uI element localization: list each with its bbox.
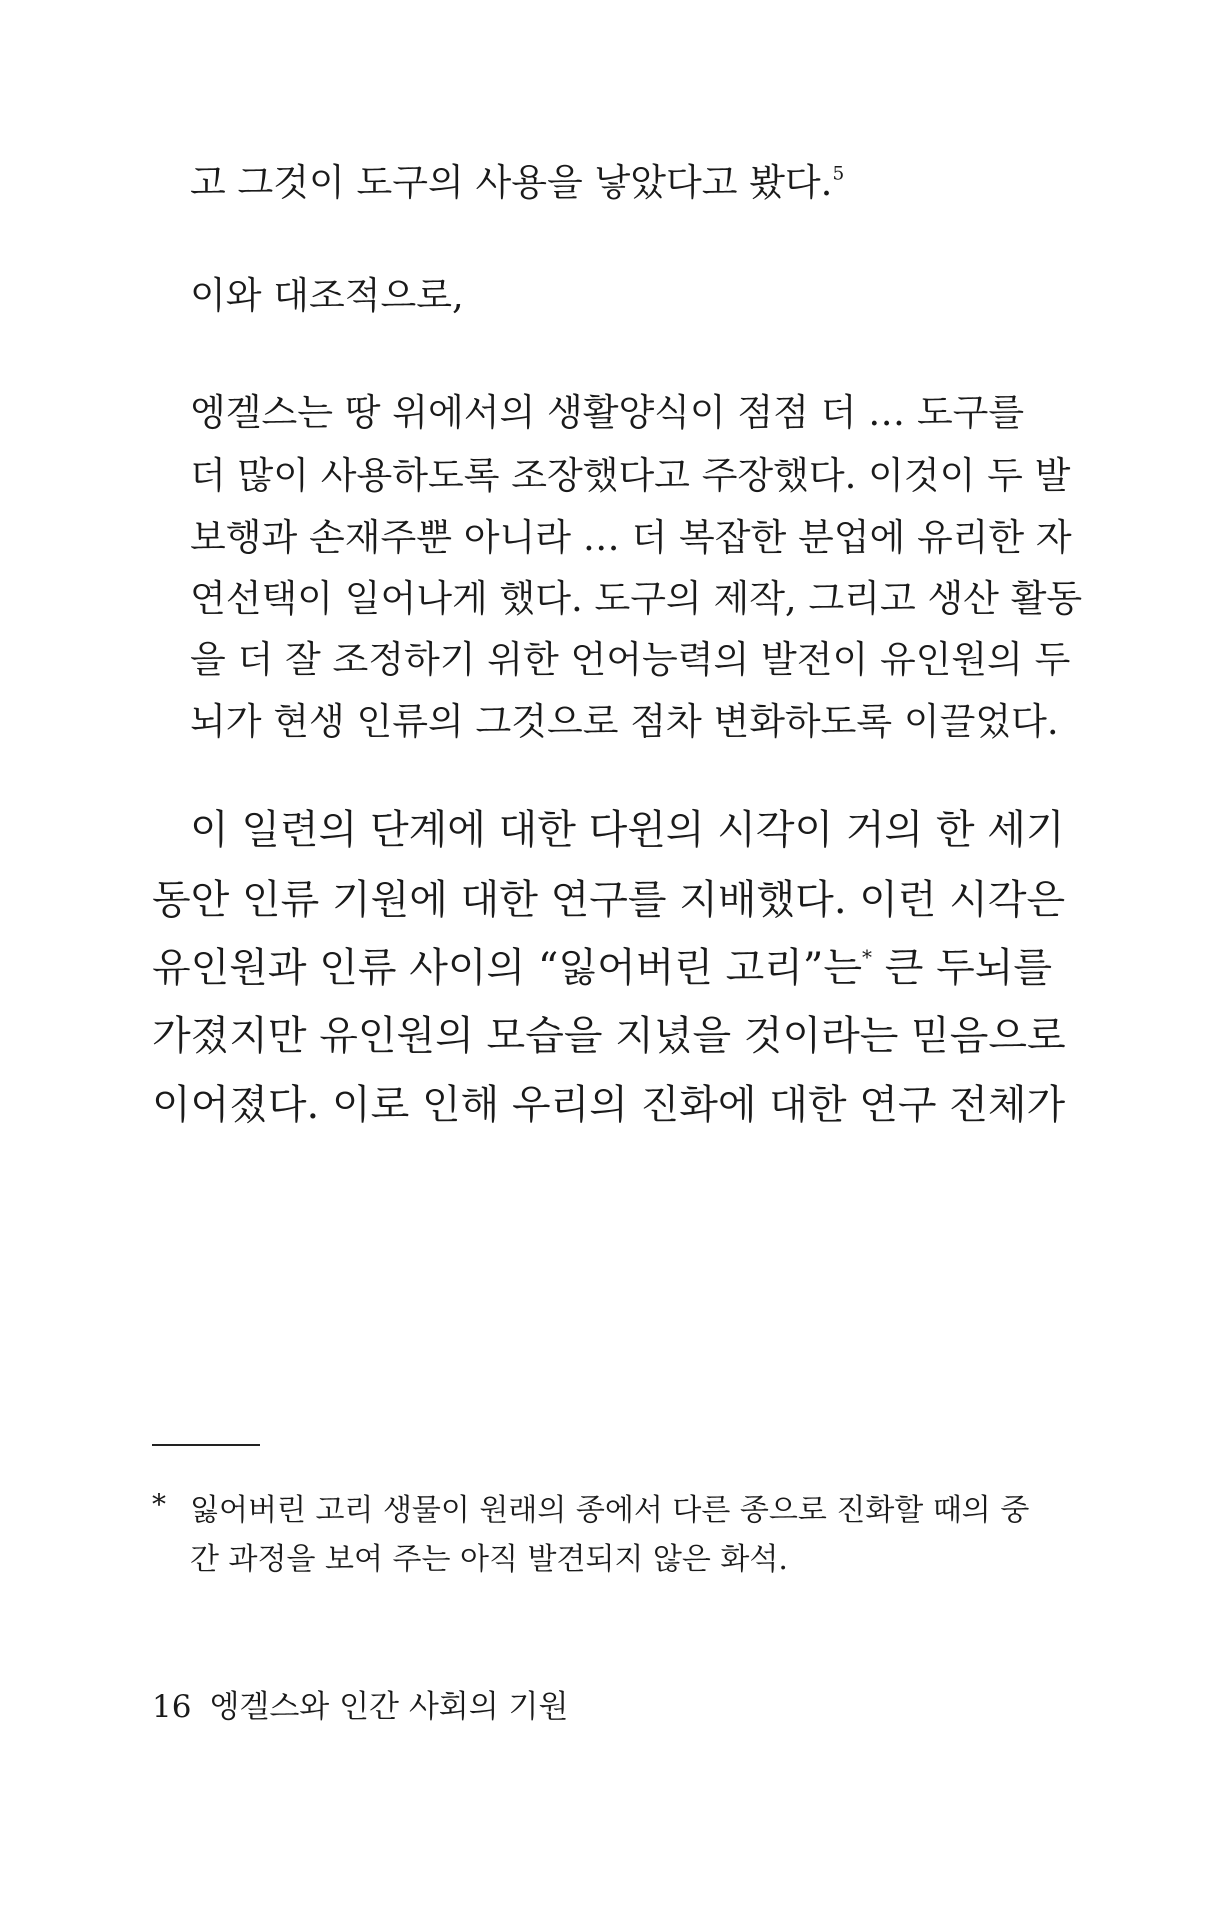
page-footer	[152, 1689, 569, 1725]
running-title: 엥겔스와 인간 사회의 기원	[209, 1689, 569, 1725]
paragraph-line: 유인원과 인류 사이의 “잃어버린 고리”는* 큰 두뇌를	[152, 945, 1052, 991]
footnote-rule	[152, 1444, 260, 1446]
paragraph-line: 이 일련의 단계에 대한 다윈의 시각이 거의 한 세기	[190, 807, 1065, 853]
paragraph-line: 동안 인류 기원에 대한 연구를 지배했다. 이런 시각은	[152, 877, 1066, 923]
quote-line: 연선택이 일어나게 했다. 도구의 제작, 그리고 생산 활동	[190, 577, 1083, 620]
continuation-text: 고 그것이 도구의 사용을 낳았다고 봤다.	[190, 161, 833, 204]
quote-line: 보행과 손재주뿐 아니라 … 더 복잡한 분업에 유리한 자	[190, 516, 1072, 559]
quote-line: 엥겔스는 땅 위에서의 생활양식이 점점 더 … 도구를	[190, 391, 1025, 434]
quote-line: 뇌가 현생 인류의 그것으로 점차 변화하도록 이끌었다.	[190, 700, 1059, 743]
footnote-line: 간 과정을 보여 주는 아직 발견되지 않은 화석.	[190, 1542, 788, 1577]
paragraph-line: 가졌지만 유인원의 모습을 지녔을 것이라는 믿음으로	[152, 1013, 1066, 1059]
footnote-line: 잃어버린 고리 생물이 원래의 종에서 다른 종으로 진화할 때의 중	[190, 1493, 1030, 1528]
footnote-reference: *	[862, 945, 872, 969]
paragraph-line: 이어졌다. 이로 인해 우리의 진화에 대한 연구 전체가	[152, 1082, 1066, 1128]
continuation-line	[190, 161, 845, 204]
page-number: 16	[152, 1689, 192, 1725]
footnote-marker: *	[152, 1488, 166, 1521]
endnote-reference: 5	[832, 163, 845, 185]
intro-line: 이와 대조적으로,	[190, 274, 464, 317]
quote-line: 더 많이 사용하도록 조장했다고 주장했다. 이것이 두 발	[190, 454, 1071, 497]
quote-line: 을 더 잘 조정하기 위한 언어능력의 발전이 유인원의 두	[190, 638, 1071, 681]
